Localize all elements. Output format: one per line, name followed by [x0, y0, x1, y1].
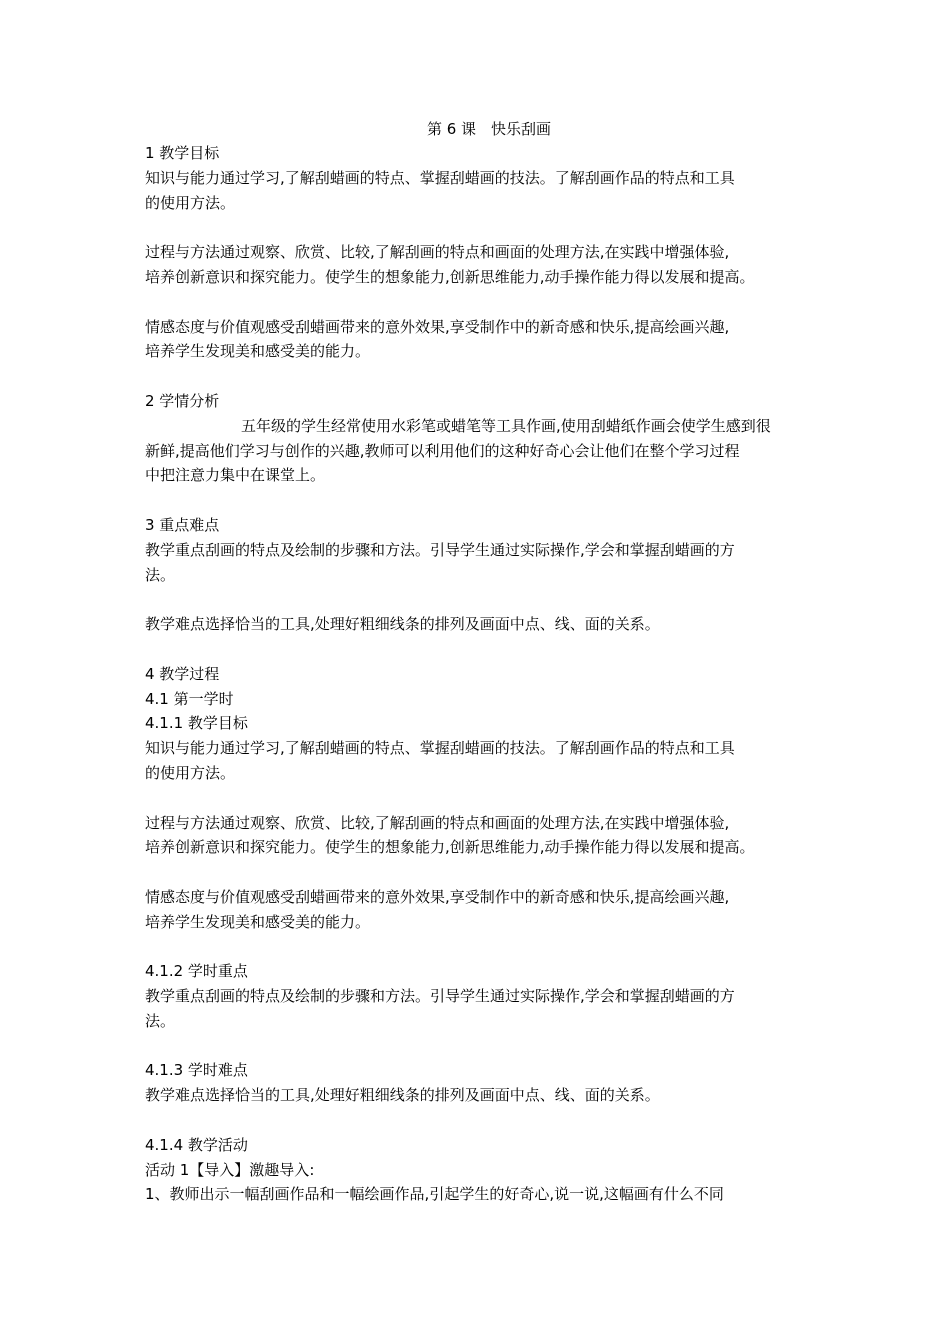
paragraph-line: 1、教师出示一幅刮画作品和一幅绘画作品,引起学生的好奇心,说一说,这幅画有什么不同	[145, 1185, 724, 1204]
spacer	[145, 860, 825, 885]
spacer	[145, 215, 825, 240]
lesson-title: 第 6 课 快乐刮画	[426, 120, 552, 138]
paragraph-line: 中把注意力集中在课堂上。	[145, 466, 326, 485]
paragraph-line: 五年级的学生经常使用水彩笔或蜡笔等工具作画,使用刮蜡纸作画会使学生感到很	[241, 416, 771, 435]
paragraph-line: 培养学生发现美和感受美的能力。	[145, 912, 371, 931]
document-page	[145, 117, 825, 1207]
spacer	[145, 786, 825, 811]
heading-period-goals: 4.1.1 教学目标	[145, 714, 248, 733]
paragraph-line: 法。	[145, 565, 176, 584]
activity-title: 活动 1【导入】激趣导入:	[145, 1160, 315, 1179]
paragraph-line: 培养创新意识和探究能力。使学生的想象能力,创新思维能力,动手操作能力得以发展和提高。	[145, 838, 755, 857]
spacer	[145, 488, 825, 513]
heading-teaching-goals: 1 教学目标	[145, 144, 220, 162]
heading-teaching-process: 4 教学过程	[145, 664, 220, 683]
paragraph-line: 教学难点选择恰当的工具,处理好粗细线条的排列及画面中点、线、面的关系。	[145, 1086, 660, 1105]
paragraph-line: 情感态度与价值观感受刮蜡画带来的意外效果,享受制作中的新奇感和快乐,提高绘画兴趣,	[145, 317, 730, 336]
paragraph-line: 培养学生发现美和感受美的能力。	[145, 342, 371, 361]
heading-key-points: 3 重点难点	[145, 515, 220, 534]
paragraph-line: 新鲜,提高他们学习与创作的兴趣,教师可以利用他们的这种好奇心会让他们在整个学习过程	[145, 441, 740, 460]
spacer	[145, 1034, 825, 1059]
paragraph-line: 知识与能力通过学习,了解刮蜡画的特点、掌握刮蜡画的技法。了解刮画作品的特点和工具	[145, 168, 735, 187]
paragraph-line: 的使用方法。	[145, 193, 236, 212]
paragraph-line: 培养创新意识和探究能力。使学生的想象能力,创新思维能力,动手操作能力得以发展和提高。	[145, 267, 755, 286]
spacer	[145, 637, 825, 662]
spacer	[145, 1108, 825, 1133]
heading-student-analysis: 2 学情分析	[145, 391, 220, 410]
spacer	[145, 290, 825, 315]
paragraph-line: 情感态度与价值观感受刮蜡画带来的意外效果,享受制作中的新奇感和快乐,提高绘画兴趣,	[145, 887, 730, 906]
paragraph-line: 知识与能力通过学习,了解刮蜡画的特点、掌握刮蜡画的技法。了解刮画作品的特点和工具	[145, 739, 735, 758]
heading-first-period: 4.1 第一学时	[145, 689, 234, 708]
paragraph-line: 教学重点刮画的特点及绘制的步骤和方法。引导学生通过实际操作,学会和掌握刮蜡画的方	[145, 987, 735, 1006]
paragraph-line: 过程与方法通过观察、欣赏、比较,了解刮画的特点和画面的处理方法,在实践中增强体验,	[145, 813, 730, 832]
paragraph-line: 教学重点刮画的特点及绘制的步骤和方法。引导学生通过实际操作,学会和掌握刮蜡画的方	[145, 540, 735, 559]
paragraph-line: 过程与方法通过观察、欣赏、比较,了解刮画的特点和画面的处理方法,在实践中增强体验,	[145, 243, 730, 262]
heading-period-difficulties: 4.1.3 学时难点	[145, 1061, 248, 1080]
heading-period-key-points: 4.1.2 学时重点	[145, 962, 248, 981]
spacer	[145, 364, 825, 389]
paragraph-line: 教学难点选择恰当的工具,处理好粗细线条的排列及画面中点、线、面的关系。	[145, 615, 660, 634]
spacer	[145, 587, 825, 612]
paragraph-line: 法。	[145, 1011, 176, 1030]
paragraph-line: 的使用方法。	[145, 763, 236, 782]
heading-teaching-activities: 4.1.4 教学活动	[145, 1135, 248, 1154]
spacer	[145, 935, 825, 960]
